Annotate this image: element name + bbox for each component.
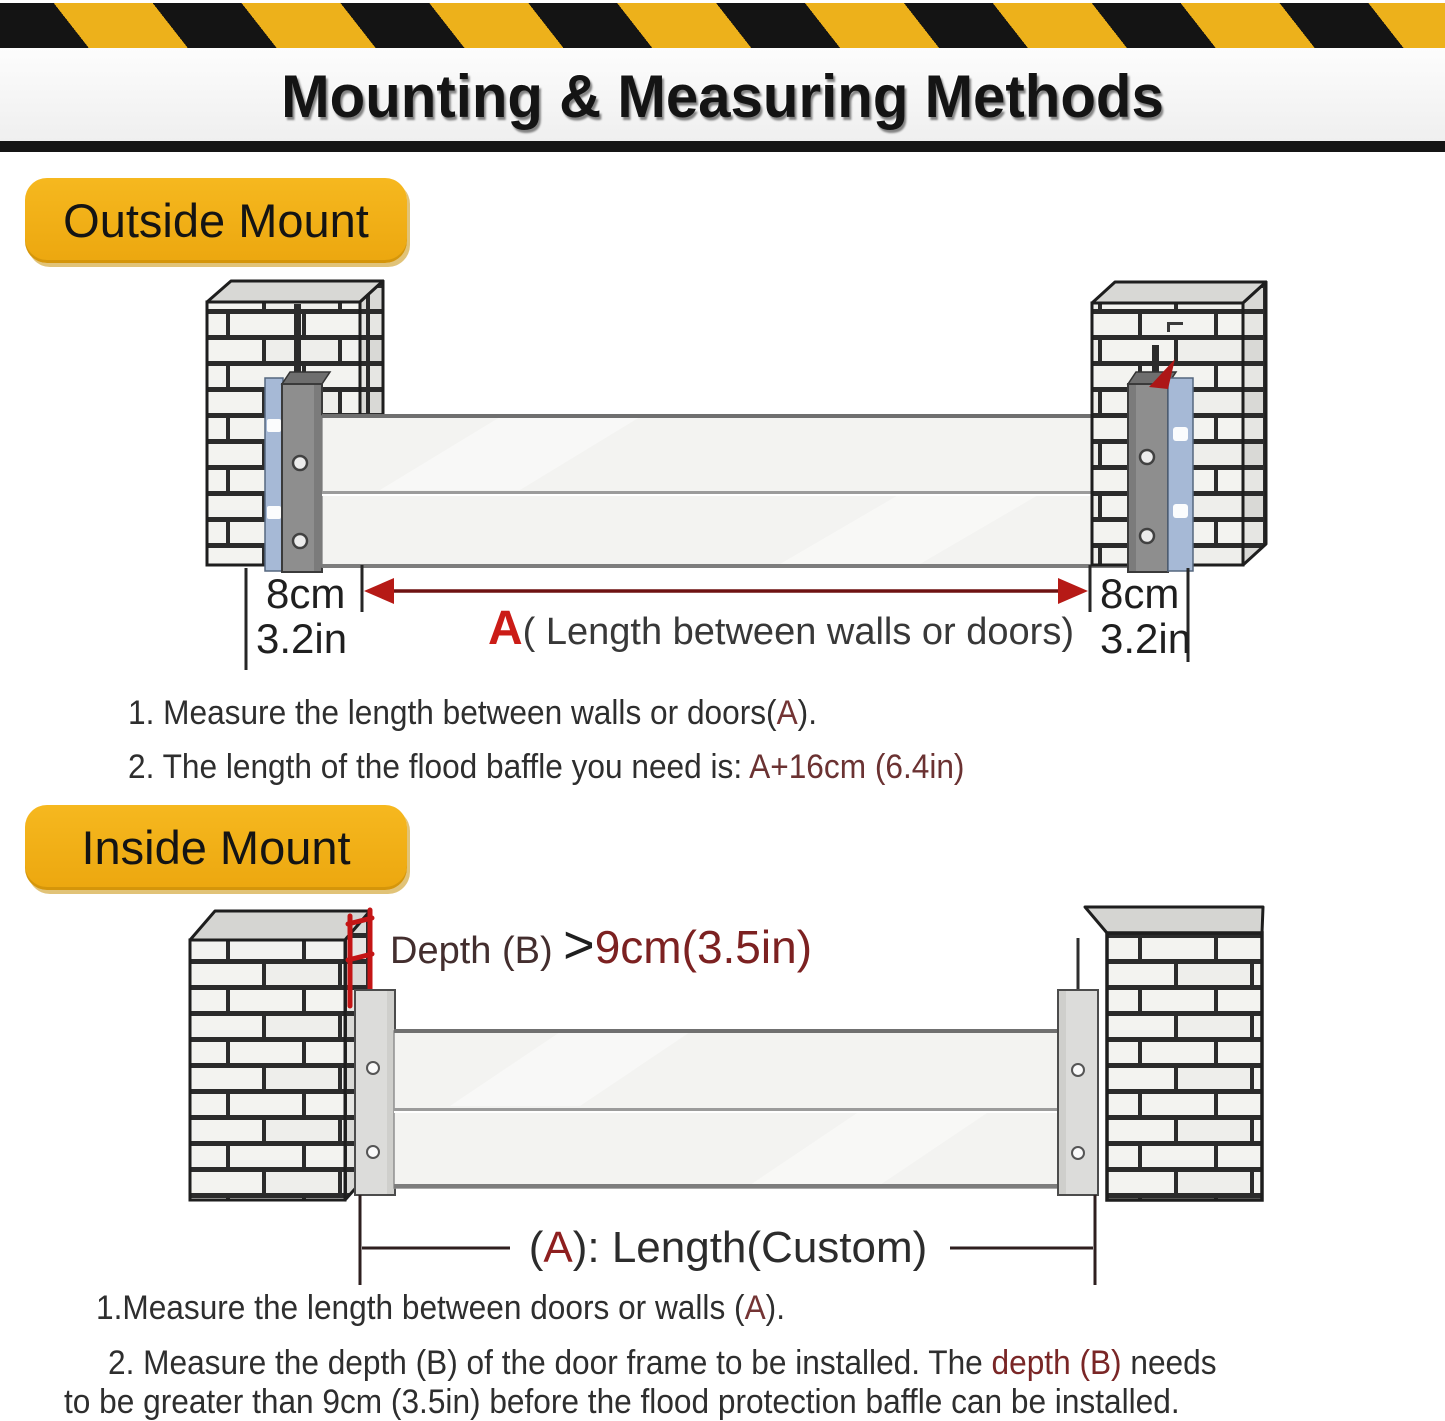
depth-gt-sign: > bbox=[563, 915, 595, 975]
channel-slot bbox=[294, 304, 301, 382]
bracket-edge-shade bbox=[1129, 385, 1136, 571]
outside-mount-label: Outside Mount bbox=[25, 178, 407, 263]
dim-left-in: 3.2in bbox=[256, 615, 348, 662]
caution-tape-banner bbox=[0, 3, 1445, 48]
depth-value: 9cm(3.5in) bbox=[594, 921, 813, 973]
step-text: 2. The length of the flood baffle you need is: bbox=[128, 748, 750, 786]
dim-left-cm: 8cm bbox=[266, 570, 346, 617]
dim-span-a: A bbox=[488, 602, 523, 655]
screw-hole bbox=[367, 1146, 379, 1158]
pillar-top-face bbox=[1085, 907, 1263, 933]
pillar-top-face bbox=[1092, 282, 1266, 303]
brick-pillar-left-inside bbox=[190, 911, 370, 1200]
outside-step-2 bbox=[128, 748, 964, 787]
screw-hole bbox=[1072, 1064, 1084, 1076]
dim-right-cm: 8cm bbox=[1100, 570, 1180, 617]
inside-step-2 bbox=[108, 1344, 1217, 1383]
step-text: needs bbox=[1121, 1344, 1217, 1382]
seal-notch bbox=[1173, 427, 1188, 441]
inside-mount-diagram bbox=[0, 895, 1445, 1287]
inside-step-1 bbox=[96, 1289, 785, 1328]
barrier-seam bbox=[322, 491, 1128, 494]
pillar-side-face bbox=[1243, 282, 1266, 565]
length-a: A bbox=[543, 1223, 573, 1272]
barrier-seam bbox=[394, 1108, 1062, 1111]
step-a-ref: A bbox=[776, 694, 798, 732]
barrier-bottom-edge bbox=[394, 1184, 1062, 1188]
step-depth-ref: depth (B) bbox=[991, 1344, 1122, 1382]
brick-pillar-right-inside bbox=[1085, 907, 1263, 1200]
arrowhead-left-icon bbox=[364, 578, 394, 604]
inside-step-2-cont bbox=[64, 1383, 1180, 1421]
screw-hole bbox=[1072, 1147, 1084, 1159]
step-text: 2. Measure the depth (B) of the door frame to be installed. The bbox=[108, 1344, 992, 1382]
depth-label: Depth (B) bbox=[390, 930, 564, 972]
corner-mark bbox=[1167, 322, 1170, 332]
step-text: to be greater than 9cm (3.5in) before the flood protection baffle can be installed. bbox=[64, 1383, 1180, 1421]
screw-hole bbox=[367, 1062, 379, 1074]
bracket-edge-shade bbox=[387, 991, 394, 1194]
barrier-seam-highlight bbox=[322, 494, 1128, 496]
pillar-front-face bbox=[1107, 933, 1262, 1200]
screw-hole bbox=[1140, 450, 1154, 464]
seal-notch bbox=[1173, 504, 1188, 518]
depth-annotation bbox=[390, 915, 812, 975]
length-annotation bbox=[529, 1223, 928, 1272]
dim-span-label bbox=[488, 602, 1074, 655]
step-text: 1.Measure the length between doors or walls ( bbox=[96, 1289, 745, 1327]
pillar-top-face bbox=[190, 911, 370, 940]
barrier-top-edge bbox=[322, 414, 1128, 418]
inside-mount-label: Inside Mount bbox=[25, 805, 407, 890]
screw-hole bbox=[293, 456, 307, 470]
screw-hole bbox=[293, 534, 307, 548]
bracket-edge-shade bbox=[314, 385, 321, 571]
outside-mount-diagram bbox=[0, 268, 1445, 672]
page-title: Mounting & Measuring Methods bbox=[281, 62, 1164, 130]
seal-notch bbox=[267, 506, 281, 519]
outside-step-1 bbox=[128, 694, 817, 733]
length-open: ( bbox=[528, 1223, 544, 1272]
screw-hole bbox=[1140, 529, 1154, 543]
mounting-bracket-right-inside bbox=[1058, 938, 1098, 1195]
pillar-top-face bbox=[207, 281, 383, 302]
arrowhead-right-icon bbox=[1058, 578, 1088, 604]
seal-notch bbox=[267, 419, 281, 432]
bracket-top-face bbox=[282, 372, 330, 384]
barrier-top-edge bbox=[394, 1029, 1062, 1033]
seal-strip-right bbox=[1168, 378, 1193, 571]
step-text: 1. Measure the length between walls or doors( bbox=[128, 694, 777, 732]
bracket-edge-shade bbox=[1059, 991, 1066, 1194]
flood-barrier-inside bbox=[394, 1029, 1062, 1188]
barrier-seam-highlight bbox=[394, 1111, 1062, 1113]
barrier-bottom-edge bbox=[322, 564, 1128, 568]
flood-barrier-outside bbox=[322, 414, 1128, 568]
dim-span-rest: ( Length between walls or doors) bbox=[522, 611, 1074, 653]
seal-strip-left bbox=[265, 378, 283, 571]
dim-right-in: 3.2in bbox=[1100, 615, 1192, 662]
header-divider bbox=[0, 141, 1445, 152]
step-text: ). bbox=[765, 1289, 785, 1327]
step-formula: A+16cm (6.4in) bbox=[749, 748, 965, 786]
mounting-bracket-left-inside bbox=[355, 990, 395, 1195]
length-rest: ): Length(Custom) bbox=[572, 1223, 928, 1272]
step-a-ref: A bbox=[744, 1289, 766, 1327]
step-text: ). bbox=[797, 694, 817, 732]
pillar-front-face bbox=[190, 940, 345, 1200]
